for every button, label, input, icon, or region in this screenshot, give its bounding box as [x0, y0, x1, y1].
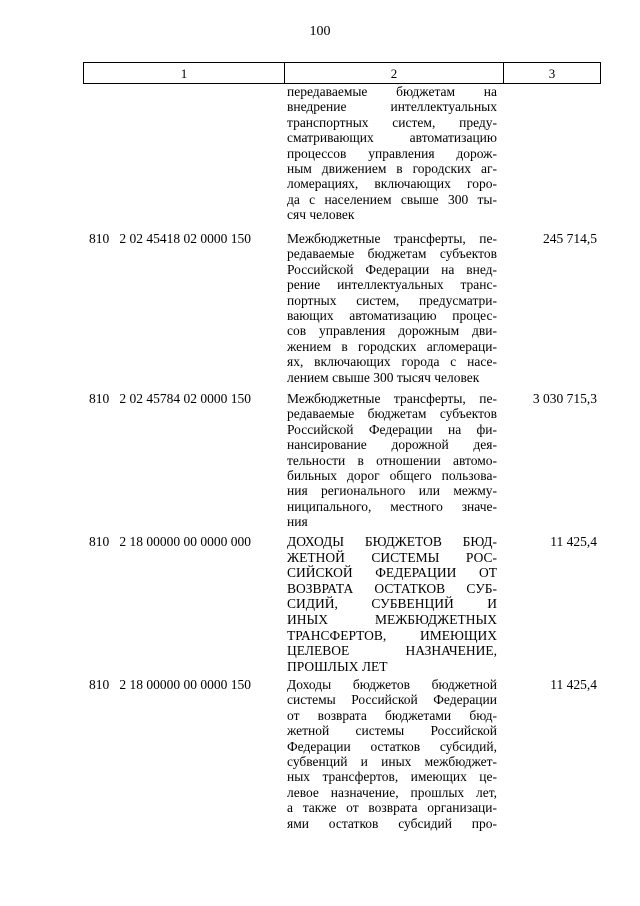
description-line: ным движением в городских аг-: [287, 160, 497, 176]
description-line: сов управления дорожным дви-: [287, 323, 497, 339]
row-code: 810 2 18 00000 00 0000 000: [89, 534, 251, 549]
description-line: процессов управления дорож-: [287, 145, 497, 161]
description-line: ния регионального или межму-: [287, 483, 497, 499]
table-header: [83, 62, 601, 84]
description-line: ях, включающих города с насе-: [287, 354, 497, 370]
row-code: 810 2 02 45418 02 0000 150: [89, 231, 251, 246]
row-amount: 11 425,4: [550, 534, 597, 549]
description-line: а также от возврата организаци-: [287, 800, 497, 816]
description-line: ния: [287, 514, 308, 530]
description-line: транспортных систем, преду-: [287, 114, 497, 130]
description-line: сяч человек: [287, 207, 355, 223]
description-line: нансирование дорожной дея-: [287, 437, 497, 453]
description-line: от возврата бюджетами бюд-: [287, 707, 497, 723]
description-line: да с населением свыше 300 ты-: [287, 191, 497, 207]
description-line: Федерации остатков субсидий,: [287, 738, 497, 754]
description-line: левое назначение, прошлых лет,: [287, 784, 497, 800]
description-line: Доходы бюджетов бюджетной: [287, 677, 497, 692]
description-line: ных трансфертов, имеющих це-: [287, 769, 497, 785]
description-line: редаваемые бюджетам субъектов: [287, 246, 497, 262]
description-line: жением в городских агломераци-: [287, 338, 497, 354]
page-number: 100: [309, 24, 331, 39]
description-line: Межбюджетные трансферты, пе-: [287, 391, 497, 406]
description-line: Российской Федерации на внед-: [287, 261, 497, 277]
description-line: ями остатков субсидий про-: [287, 815, 497, 831]
description-line: портных систем, предусматри-: [287, 292, 497, 308]
row-description: [287, 84, 497, 223]
description-line: СИЙСКОЙ ФЕДЕРАЦИИ ОТ: [287, 565, 497, 581]
description-line: ДОХОДЫ БЮДЖЕТОВ БЮД-: [287, 534, 497, 549]
row-code: 810 2 18 00000 00 0000 150: [89, 677, 251, 692]
column-header-1: 1: [84, 63, 285, 83]
description-line: ТРАНСФЕРТОВ, ИМЕЮЩИХ: [287, 627, 497, 643]
description-line: бильных дорог общего пользова-: [287, 467, 497, 483]
description-line: внедрение интеллектуальных: [287, 99, 497, 115]
description-line: ПРОШЛЫХ ЛЕТ: [287, 658, 388, 674]
row-amount: 11 425,4: [550, 677, 597, 692]
row-description: [287, 677, 497, 831]
description-line: СИДИЙ, СУБВЕНЦИЙ И: [287, 596, 497, 612]
row-description: [287, 391, 497, 530]
description-line: Межбюджетные трансферты, пе-: [287, 231, 497, 246]
description-line: ломерациях, включающих горо-: [287, 176, 497, 192]
description-line: рение интеллектуальных транс-: [287, 277, 497, 293]
description-line: системы Российской Федерации: [287, 692, 497, 708]
description-line: жетной системы Российской: [287, 723, 497, 739]
description-line: вающих автоматизацию процес-: [287, 307, 497, 323]
column-header-3: 3: [548, 65, 556, 81]
row-description: [287, 534, 497, 674]
description-line: субвенций и иных межбюджет-: [287, 753, 497, 769]
description-line: Российской Федерации на фи-: [287, 421, 497, 437]
row-amount: 245 714,5: [543, 231, 597, 246]
description-line: тельности в отношении автомо-: [287, 452, 497, 468]
description-line: ИНЫХ МЕЖБЮДЖЕТНЫХ: [287, 611, 497, 627]
description-line: ВОЗВРАТА ОСТАТКОВ СУБ-: [287, 580, 497, 596]
row-description: [287, 231, 497, 385]
description-line: сматривающих автоматизацию: [287, 130, 497, 146]
description-line: ЖЕТНОЙ СИСТЕМЫ РОС-: [287, 549, 497, 565]
description-line: лением свыше 300 тысяч человек: [287, 369, 480, 385]
column-header-2: 2: [285, 63, 504, 83]
row-amount: 3 030 715,3: [532, 391, 597, 406]
description-line: ЦЕЛЕВОЕ НАЗНАЧЕНИЕ,: [287, 643, 497, 659]
description-line: редаваемые бюджетам субъектов: [287, 406, 497, 422]
description-line: передаваемые бюджетам на: [287, 84, 497, 99]
row-code: 810 2 02 45784 02 0000 150: [89, 391, 251, 406]
description-line: ниципального, местного значе-: [287, 498, 497, 514]
